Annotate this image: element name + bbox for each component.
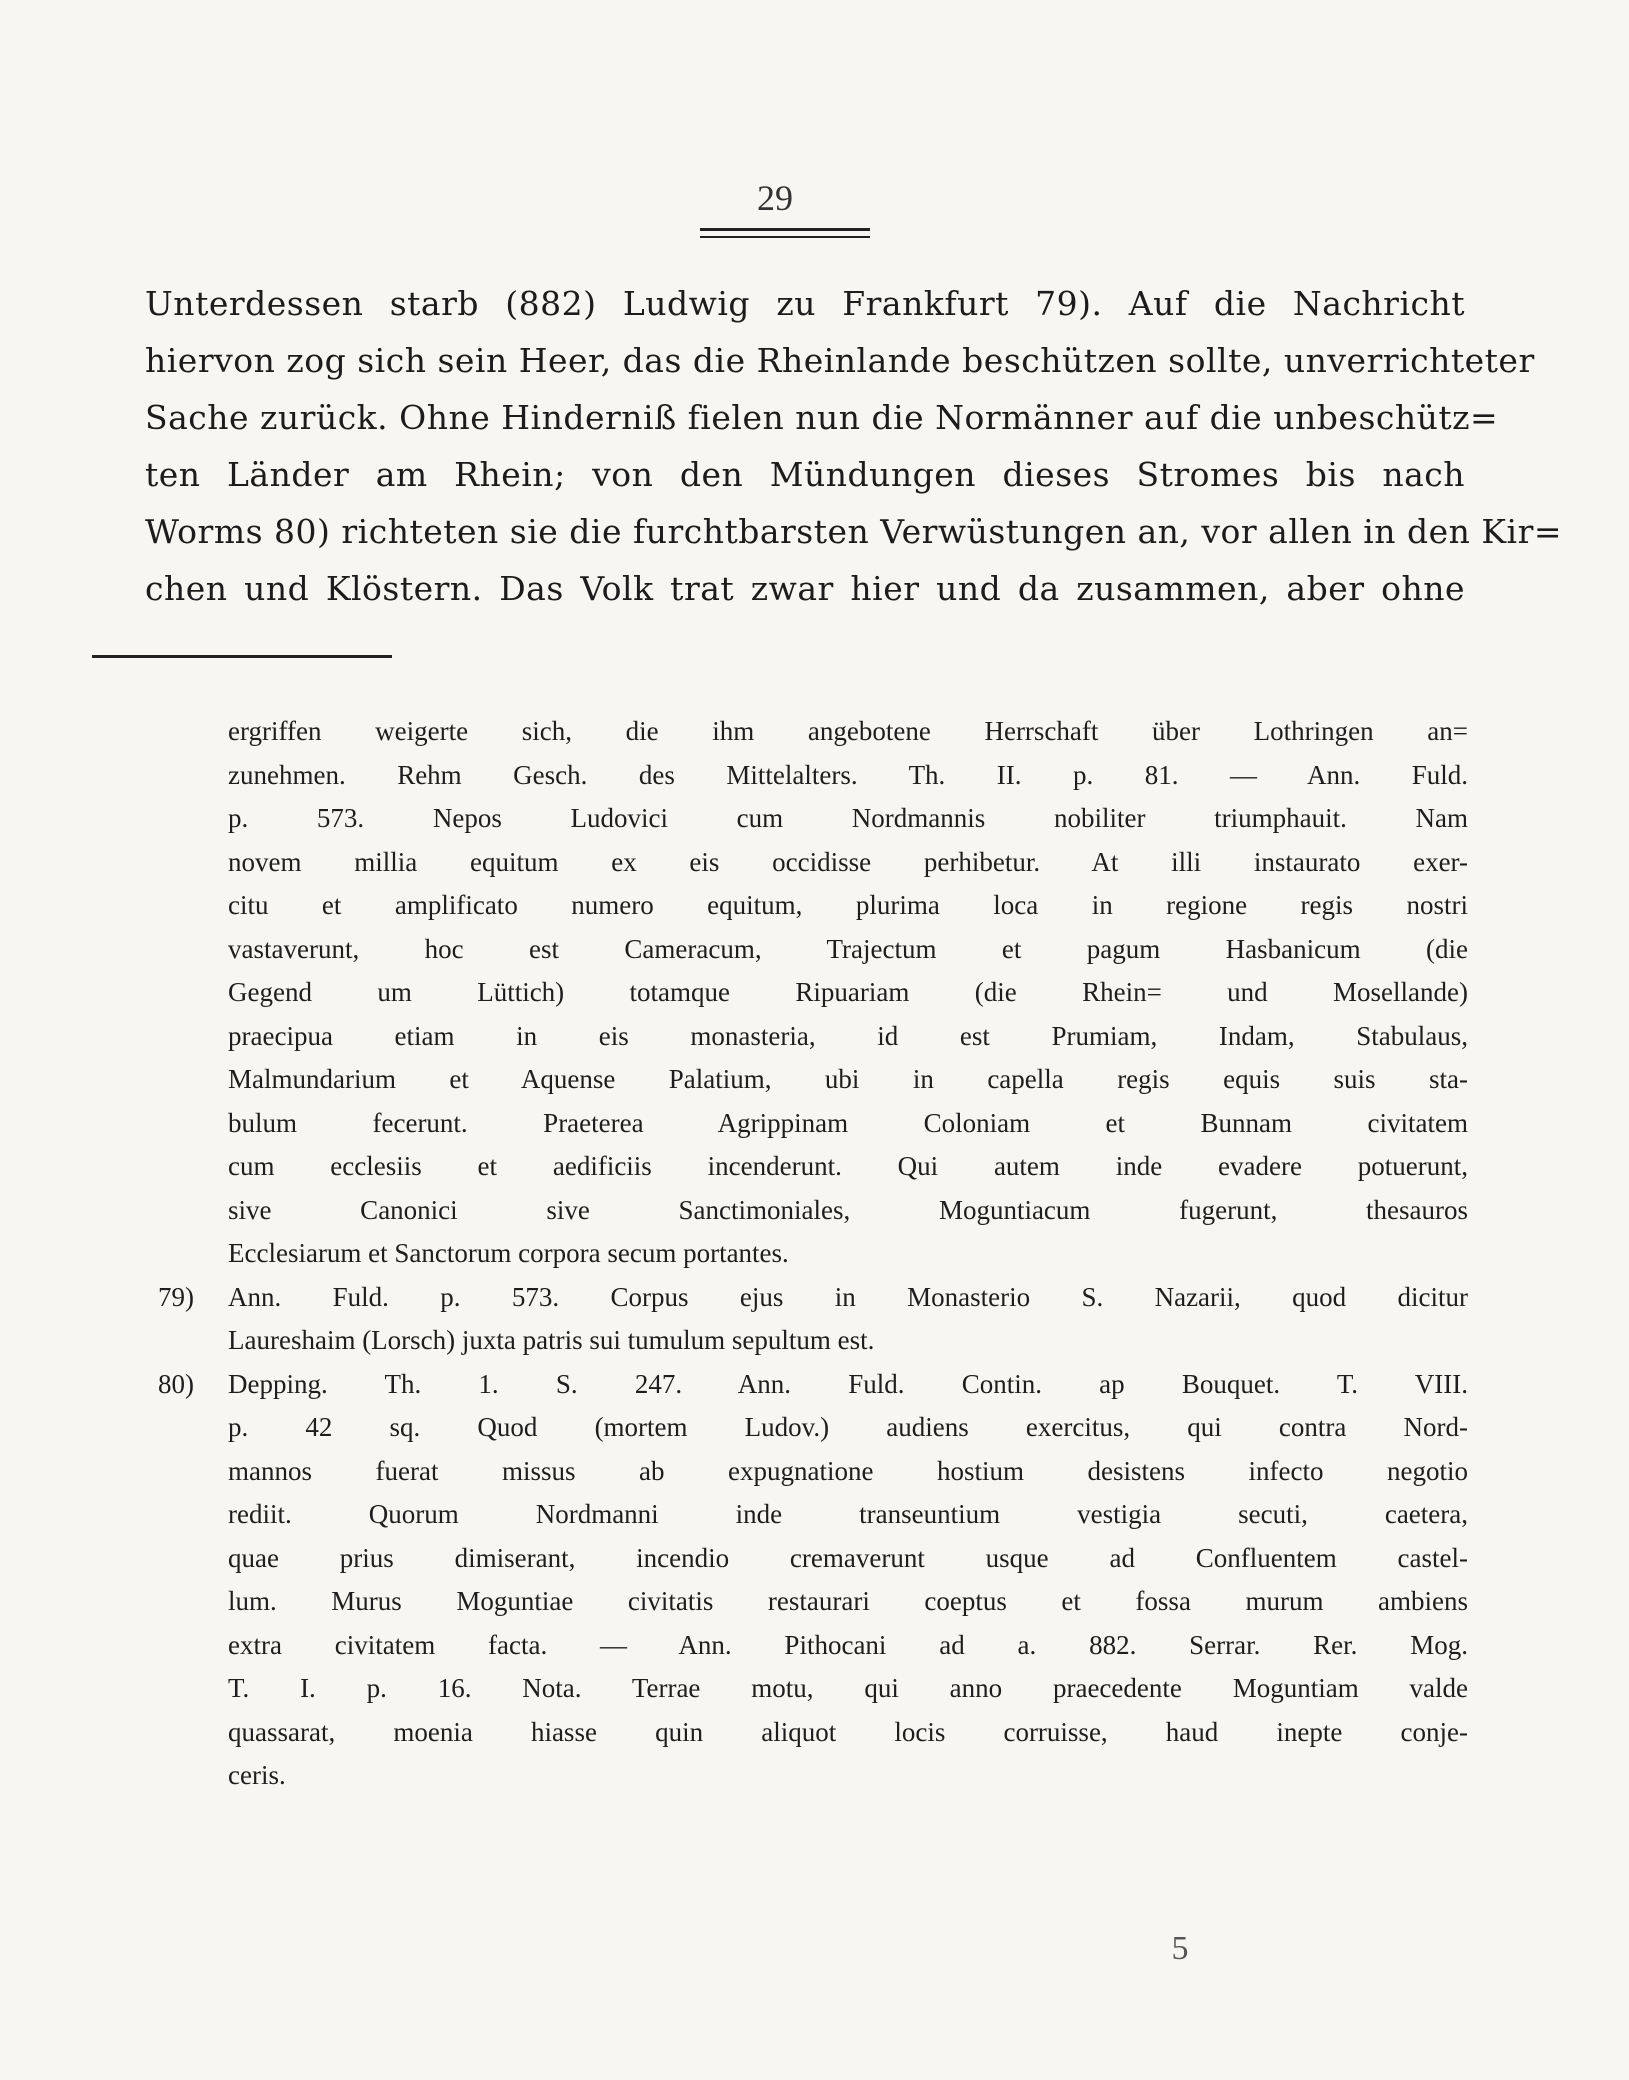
page-number: 29	[757, 178, 793, 218]
footnote-line: praecipua etiam in eis monasteria, id est Prumiam, Indam, Stabulaus,	[228, 1020, 1468, 1051]
footnote-line: sive Canonici sive Sanctimoniales, Moguntiacum fugerunt, thesauros	[228, 1194, 1468, 1225]
footnote-line: lum. Murus Moguntiae civitatis restaurari coeptus et fossa murum ambiens	[228, 1586, 1468, 1616]
footnote-line: quassarat, moenia hiasse quin aliquot locis corruisse, haud inepte conje-	[228, 1716, 1468, 1747]
footnote-line: Ann. Fuld. p. 573. Corpus ejus in Monasterio S. Nazarii, quod dicitur	[228, 1281, 1468, 1312]
footnote-continuation	[228, 710, 1468, 1276]
footnotes	[158, 710, 1468, 1798]
main-text-line: Sache zurück. Ohne Hinderniß fielen nun die Normänner auf die unbeschütz=	[145, 398, 1499, 437]
footnote-line: Laureshaim (Lorsch) juxta patris sui tumulum sepultum est.	[228, 1325, 875, 1355]
signature-mark: 5	[1171, 1930, 1189, 1967]
footnote-separator	[92, 655, 392, 658]
footnote-line: ceris.	[228, 1760, 286, 1790]
footnote-line: bulum fecerunt. Praeterea Agrippinam Coloniam et Bunnam civitatem	[228, 1107, 1468, 1138]
main-text-line: Unterdessen starb (882) Ludwig zu Frankfurt 79). Auf die Nachricht	[145, 284, 1465, 323]
main-text-line: Worms 80) richteten sie die furchtbarsten Verwüstungen an, vor allen in den Kir=	[145, 512, 1563, 551]
footnote-line: rediit. Quorum Nordmanni inde transeuntium vestigia secuti, caetera,	[228, 1499, 1468, 1529]
footnote-line: novem millia equitum ex eis occidisse perhibetur. At illi instaurato exer-	[228, 846, 1468, 877]
footnote-line: mannos fuerat missus ab expugnatione hostium desistens infecto negotio	[228, 1455, 1468, 1486]
header-rule-thin	[700, 236, 870, 238]
footnote-line: citu et amplificato numero equitum, plurima loca in regione regis nostri	[228, 890, 1468, 920]
footnote-line: Depping. Th. 1. S. 247. Ann. Fuld. Contin. ap Bouquet. T. VIII.	[228, 1368, 1468, 1399]
footnote-80	[158, 1363, 1468, 1798]
main-text-line: hiervon zog sich sein Heer, das die Rheinlande beschützen sollte, unverrichteter	[145, 341, 1535, 380]
main-text-line: ten Länder am Rhein; von den Mündungen dieses Stromes bis nach	[145, 455, 1465, 494]
footnote-line: quae prius dimiserant, incendio cremaverunt usque ad Confluentem castel-	[228, 1542, 1468, 1573]
footnote-number: 80)	[158, 1368, 194, 1399]
footnote-line: p. 573. Nepos Ludovici cum Nordmannis nobiliter triumphauit. Nam	[228, 803, 1468, 833]
header-rule-thick	[700, 228, 870, 231]
main-text-line: chen und Klöstern. Das Volk trat zwar hier und da zusammen, aber ohne	[145, 569, 1465, 608]
footnote-line: extra civitatem facta. — Ann. Pithocani ad a. 882. Serrar. Rer. Mog.	[228, 1629, 1468, 1660]
footnote-line: cum ecclesiis et aedificiis incenderunt. Qui autem inde evadere potuerunt,	[228, 1151, 1468, 1181]
footnote-line: p. 42 sq. Quod (mortem Ludov.) audiens exercitus, qui contra Nord-	[228, 1412, 1468, 1442]
footnote-line: Gegend um Lüttich) totamque Ripuariam (die Rhein= und Mosellande)	[228, 977, 1468, 1007]
footnote-line: T. I. p. 16. Nota. Terrae motu, qui anno praecedente Moguntiam valde	[228, 1673, 1468, 1703]
footnote-line: Ecclesiarum et Sanctorum corpora secum portantes.	[228, 1238, 789, 1268]
footnote-79	[158, 1276, 1468, 1363]
footnote-number: 79)	[158, 1281, 194, 1312]
footnote-line: vastaverunt, hoc est Cameracum, Trajectum et pagum Hasbanicum (die	[228, 933, 1468, 964]
main-text	[145, 275, 1563, 617]
footnote-line: ergriffen weigerte sich, die ihm angebotene Herrschaft über Lothringen an=	[228, 716, 1468, 746]
footnote-line: Malmundarium et Aquense Palatium, ubi in capella regis equis suis sta-	[228, 1064, 1468, 1094]
footnote-line: zunehmen. Rehm Gesch. des Mittelalters. Th. II. p. 81. — Ann. Fuld.	[228, 759, 1468, 790]
